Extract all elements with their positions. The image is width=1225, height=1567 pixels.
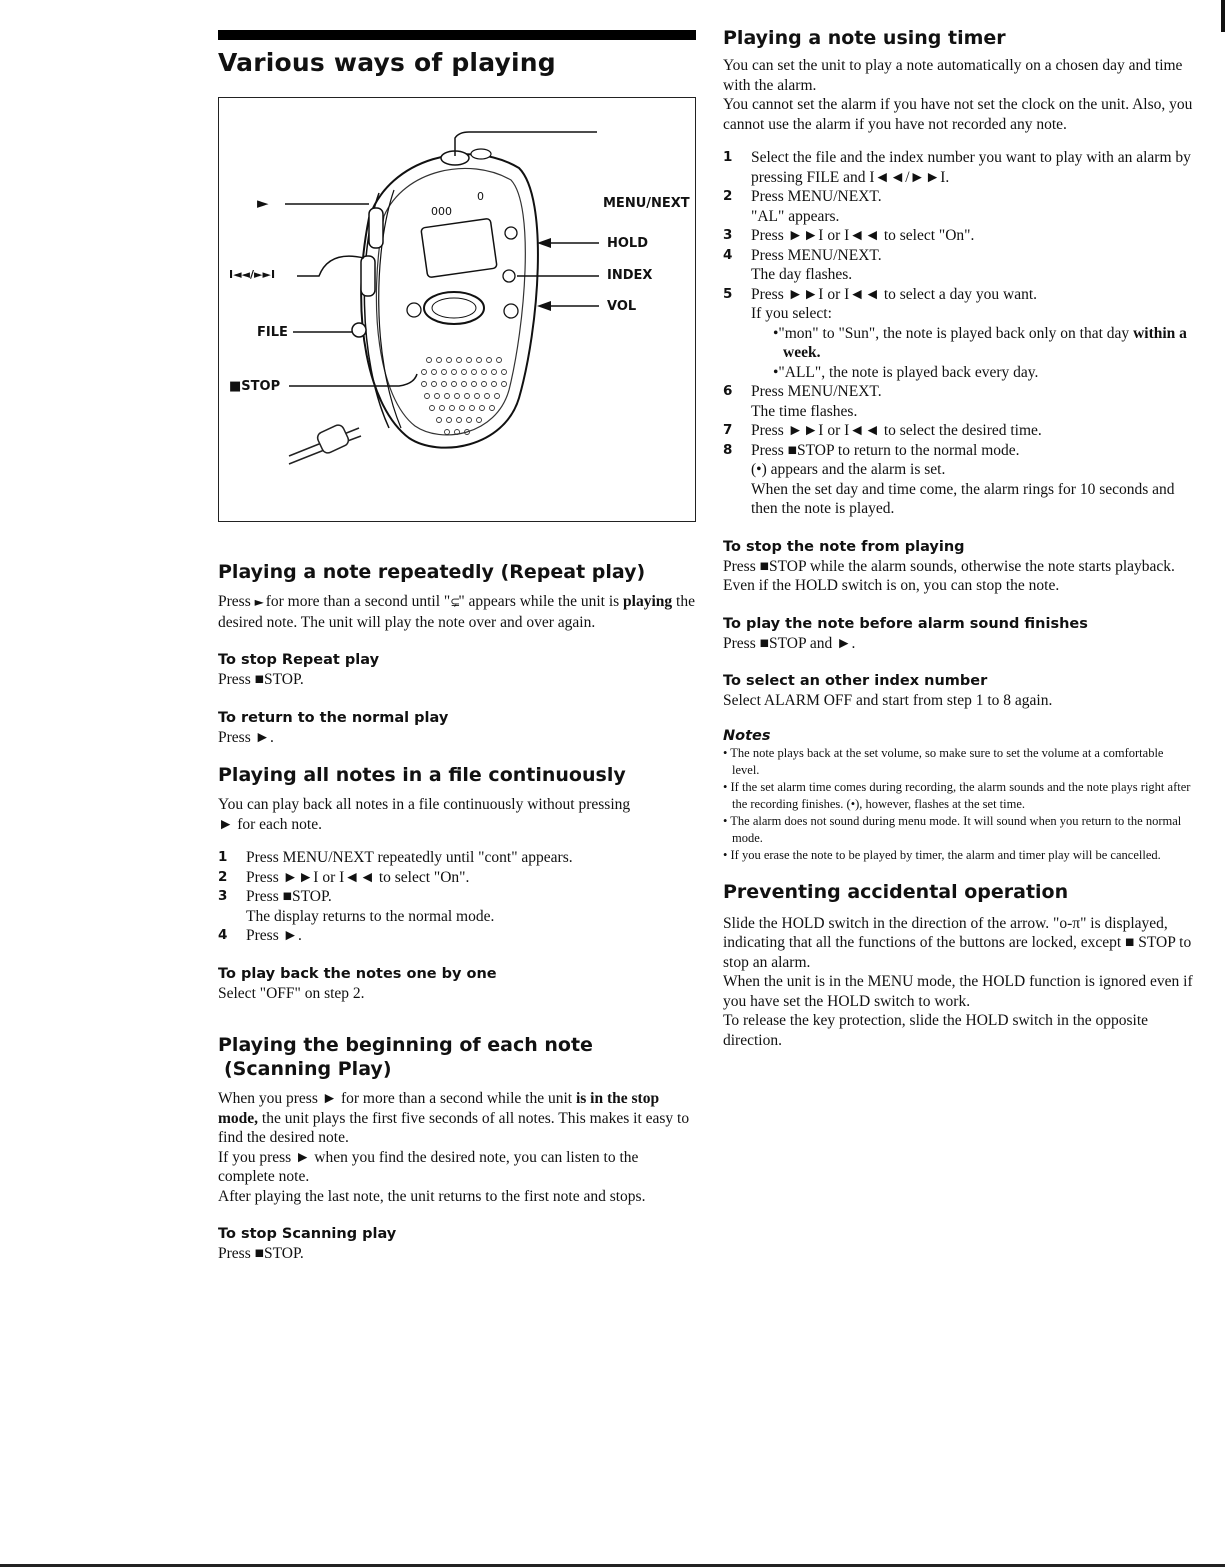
step-detail: If you select: [751, 305, 832, 322]
step-detail: The day flashes. [751, 266, 853, 283]
title-bar-rule [218, 30, 696, 40]
return-normal-text: Press ►. [218, 728, 274, 746]
play-icon: ► [254, 595, 262, 609]
continuous-intro: You can play back all notes in a file continuously without pressing [218, 796, 631, 813]
play-label: ► [257, 194, 269, 212]
list-item: 1 Select the file and the index number you want to play with an alarm by pressing FILE and I◄◄/►►I. [723, 149, 1191, 186]
stop-scanning-heading: To stop Scanning play [218, 1226, 397, 1242]
step-detail: The time flashes. [751, 402, 858, 420]
continuous-steps [218, 848, 696, 946]
file-label: FILE [257, 325, 288, 340]
stop-label: ■STOP [229, 379, 281, 394]
continuous-intro-2: ► for each note. [218, 815, 322, 833]
list-item: 2 Press ►►I or I◄◄ to select "On". [218, 868, 470, 886]
preventing-text-2: When the unit is in the MENU mode, the HOLD function is ignored even if you have set the HOLD switch to work. [723, 973, 1193, 1010]
stop-repeat-text: Press ■STOP. [218, 671, 304, 688]
one-by-one-heading: To play back the notes one by one [218, 965, 497, 982]
device-illustration [218, 97, 696, 522]
list-item: 2 Press MENU/NEXT. [723, 188, 882, 205]
menu-next-label: MENU/NEXT [603, 196, 690, 211]
continuous-heading: Playing all notes in a file continuously [218, 764, 626, 786]
scanning-text-1: When you press ► for more than a second while the unit is in the stop mode, the unit plays the first five seconds of all notes. This makes it easy to find the desired note. [218, 1090, 690, 1146]
list-item: 7 Press ►►I or I◄◄ to select the desired time. [723, 422, 1042, 439]
step-detail: When the set day and time come, the alarm rings for 10 seconds and then the note is played. [751, 480, 1175, 517]
stop-repeat-heading: To stop Repeat play [218, 652, 380, 668]
timer-steps [723, 148, 1193, 519]
preventing-text-1: Slide the HOLD switch in the direction of the arrow. "o-π" is displayed, indicating that all the functions of the buttons are locked, except ■ STOP to stop an alarm. [723, 914, 1192, 971]
step-bullet: •"ALL", the note is played back every day. [773, 363, 1039, 381]
step-detail: "AL" appears. [751, 207, 840, 225]
stop-playing-text-1: Press ■STOP while the alarm sounds, otherwise the note starts playback. [723, 557, 1175, 575]
list-item: The display returns to the normal mode. [246, 907, 495, 925]
other-index-heading: To select an other index number [723, 673, 988, 689]
preventing-text-3: To release the key protection, slide the HOLD switch in the opposite direction. [723, 1012, 1149, 1049]
list-item: 4 Press ►. [218, 927, 302, 944]
hold-label: HOLD [607, 236, 649, 251]
timer-intro-1: You can set the unit to play a note automatically on a chosen day and time with the alarm. [723, 57, 1183, 94]
repeat-icon: ⊊ [450, 595, 459, 609]
list-item: • The note plays back at the set volume, so make sure to set the volume at a comfortable level. [723, 745, 1164, 777]
skip-label: I◄◄/►►I [229, 268, 276, 281]
preventing-section [723, 880, 1193, 1051]
list-item: 3 Press ►►I or I◄◄ to select "On". [723, 227, 975, 244]
preventing-heading: Preventing accidental operation [723, 880, 1069, 903]
notes-section [723, 727, 1193, 864]
top-edge-mark [1221, 0, 1225, 32]
list-item: 6 Press MENU/NEXT. [723, 383, 882, 400]
one-by-one-text: Select "OFF" on step 2. [218, 984, 365, 1002]
scanning-text-3: After playing the last note, the unit returns to the first note and stops. [218, 1187, 646, 1205]
vol-label: VOL [607, 299, 637, 314]
before-finish-text: Press ■STOP and ►. [723, 634, 856, 652]
before-finish-heading: To play the note before alarm sound finishes [723, 615, 1088, 632]
stop-scanning-text: Press ■STOP. [218, 1245, 304, 1262]
list-item: 8 Press ■STOP to return to the normal mode. [723, 441, 1020, 459]
list-item: 3 Press ■STOP. [218, 888, 332, 905]
list-item: 4 Press MENU/NEXT. [723, 246, 882, 264]
display-zero: 0 [477, 190, 484, 203]
right-column [723, 26, 1193, 1050]
index-label: INDEX [607, 268, 653, 283]
list-item: • The alarm does not sound during menu mode. It will sound when you return to the normal mode. [723, 813, 1182, 845]
stop-playing-heading: To stop the note from playing [723, 538, 965, 555]
timer-intro-2: You cannot set the alarm if you have not set the clock on the unit. Also, you cannot use the alarm if you have not recorded any note. [723, 96, 1193, 133]
scanning-subheading: (Scanning Play) [224, 1058, 392, 1080]
list-item: 1 Press MENU/NEXT repeatedly until "cont" appears. [218, 849, 573, 866]
other-index-text: Select ALARM OFF and start from step 1 to 8 again. [723, 692, 1053, 709]
notes-heading: Notes [723, 727, 771, 744]
list-item: 5 Press ►►I or I◄◄ to select a day you want. [723, 285, 1038, 303]
step-bullet: •"mon" to "Sun", the note is played back only on that day within a week. [773, 324, 1187, 361]
scanning-heading: Playing the beginning of each note [218, 1034, 593, 1056]
display-digits: 000 [431, 205, 452, 218]
list-item: • If the set alarm time comes during recording, the alarm sounds and the note plays right after the recording finishes. (•), however, flashes at the set time. [723, 779, 1191, 811]
timer-heading: Playing a note using timer [723, 27, 1006, 49]
list-item: • If you erase the note to be played by timer, the alarm and timer play will be cancelled. [723, 847, 1161, 862]
repeat-play-section [218, 560, 696, 747]
step-detail: (•) appears and the alarm is set. [751, 461, 946, 478]
stop-playing-text-2: Even if the HOLD switch is on, you can stop the note. [723, 577, 1060, 594]
continuous-section [218, 763, 696, 1003]
page-title: Various ways of playing [218, 48, 556, 77]
repeat-play-text: Press ► for more than a second until "⊊" appears while the unit is playing the desired note. The unit will play the note over and over again. [218, 593, 695, 631]
left-column [218, 30, 696, 1264]
return-normal-heading: To return to the normal play [218, 709, 449, 726]
repeat-play-heading: Playing a note repeatedly (Repeat play) [218, 561, 646, 583]
scanning-section [218, 1033, 696, 1264]
scanning-text-2: If you press ► when you find the desired note, you can listen to the complete note. [218, 1148, 639, 1185]
